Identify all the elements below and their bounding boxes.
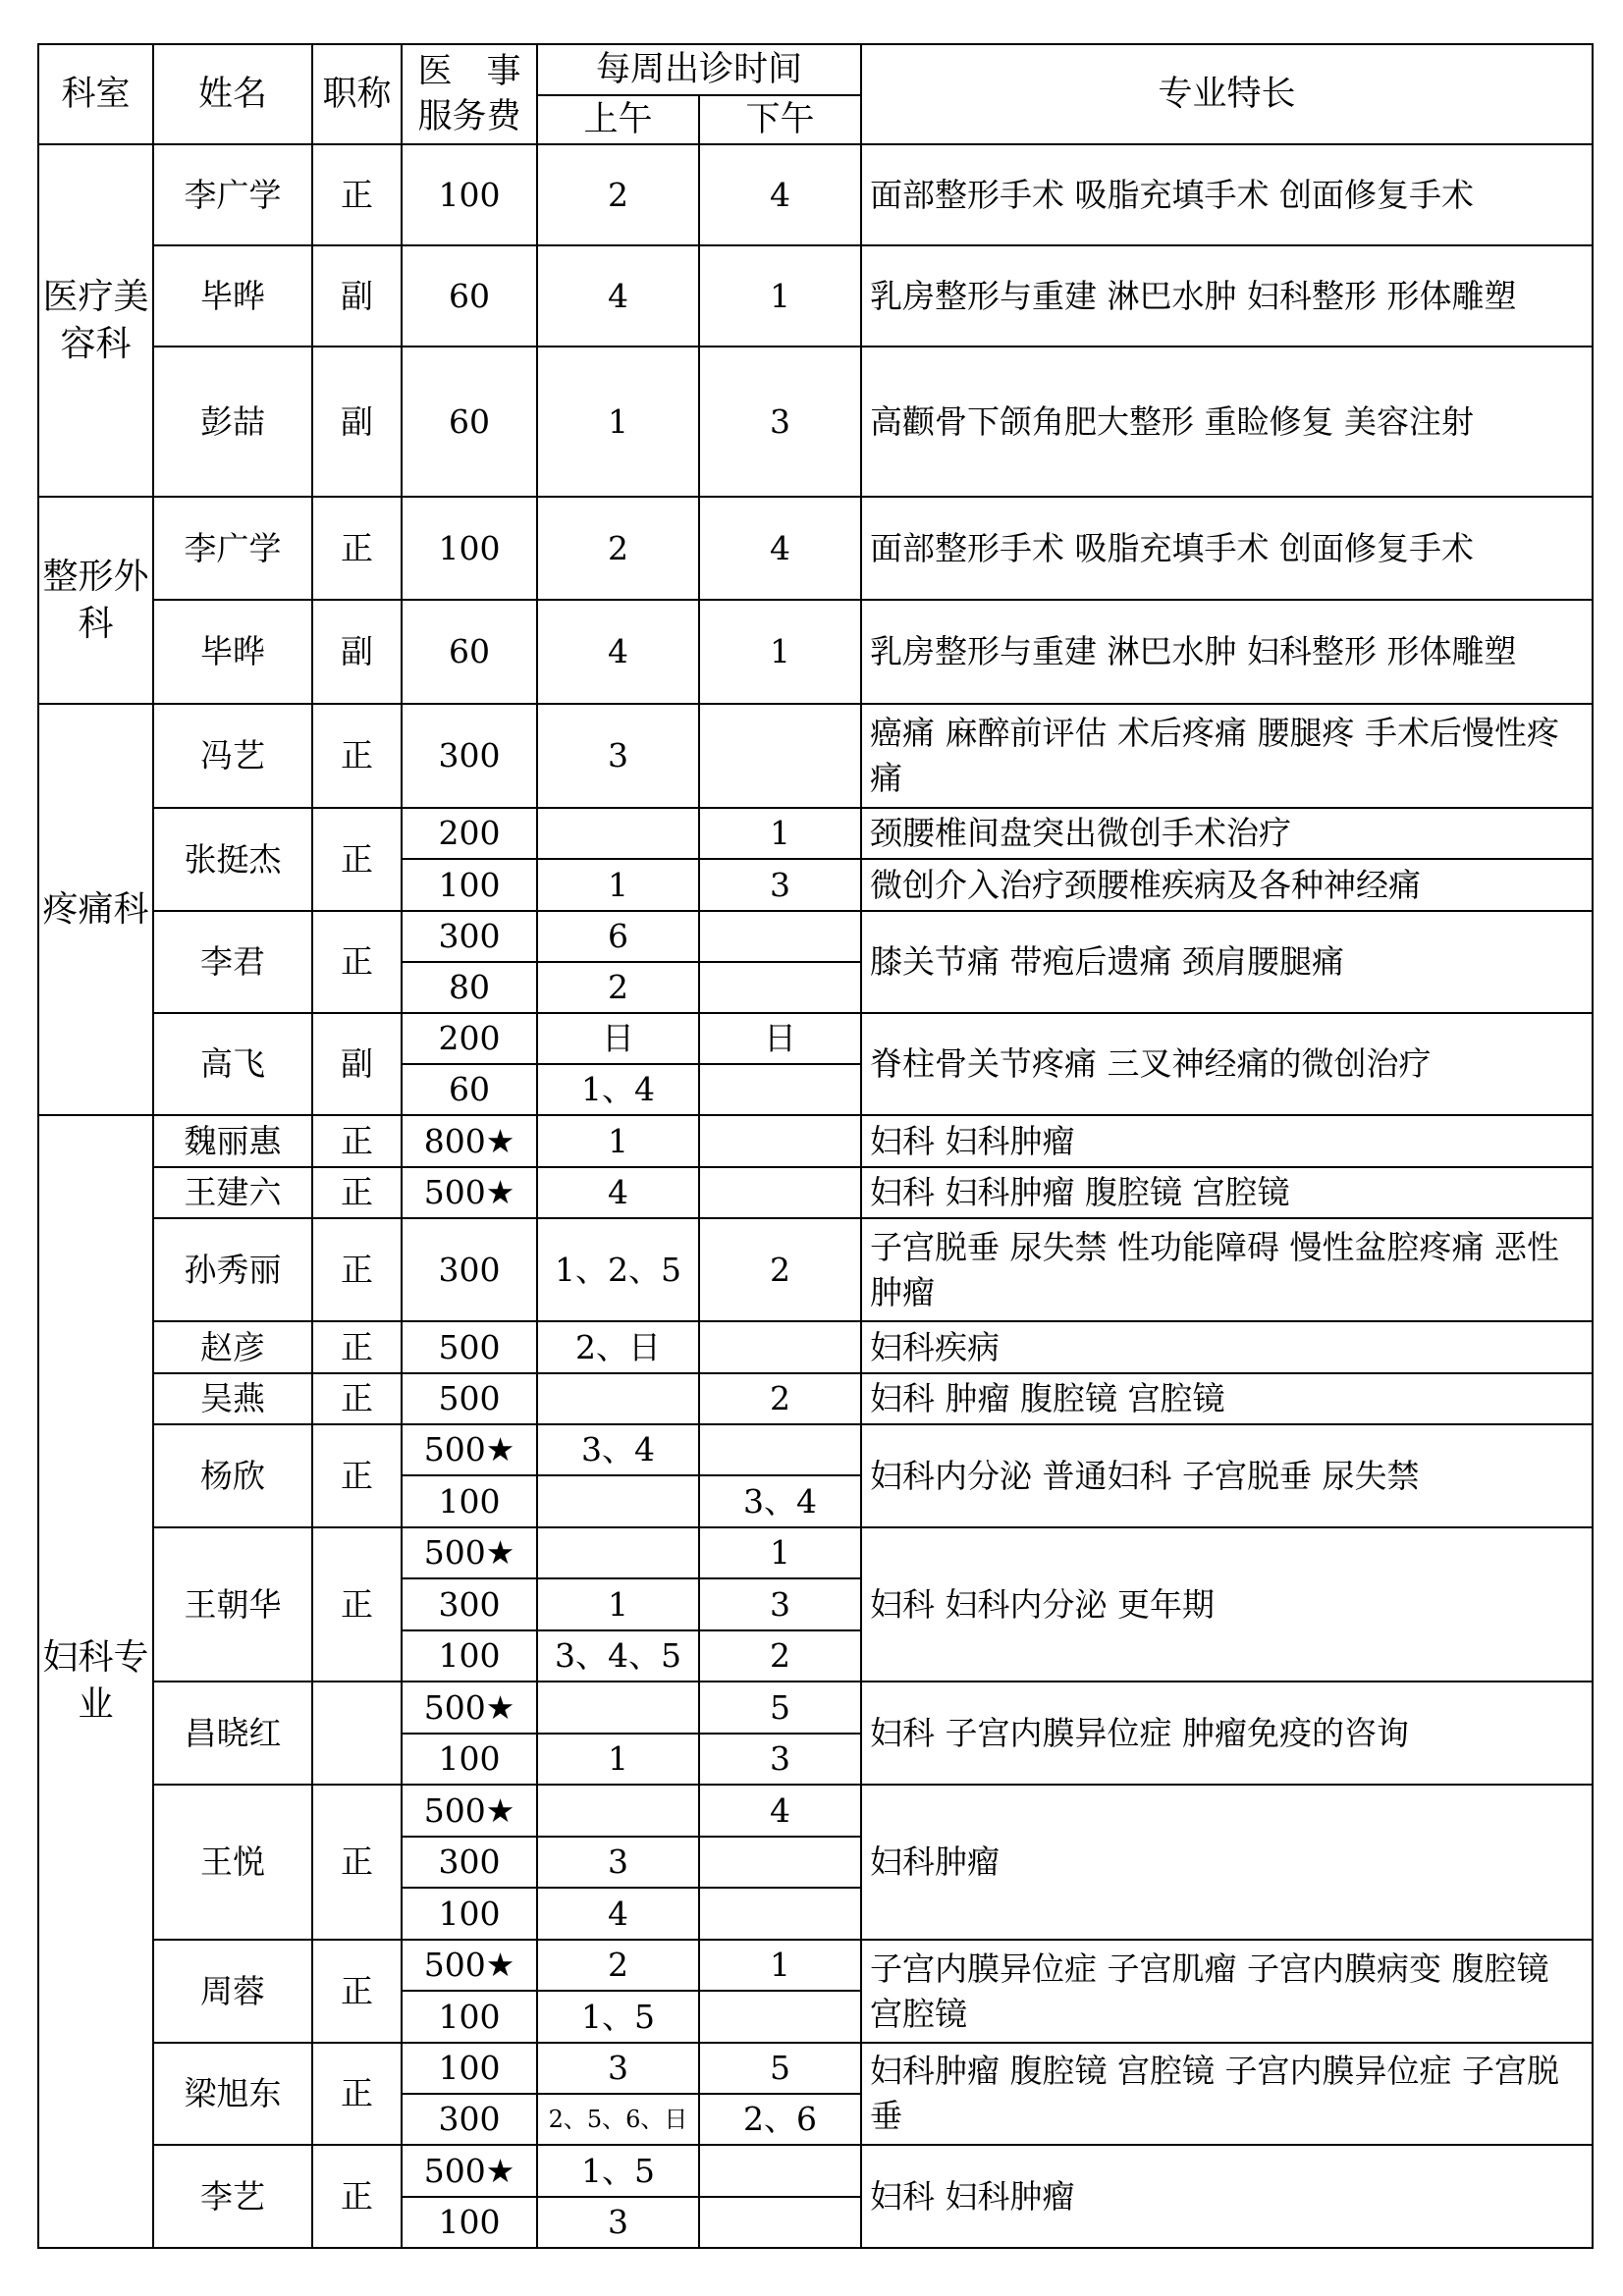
am-days: 3 [537, 2197, 699, 2248]
doctor-name: 赵彦 [153, 1321, 312, 1373]
doctor-name: 孙秀丽 [153, 1218, 312, 1321]
service-fee: 80 [402, 962, 537, 1013]
pm-days: 2 [699, 1373, 861, 1424]
specialty: 妇科疾病 [861, 1321, 1593, 1373]
doctor-name: 李广学 [153, 497, 312, 600]
header-pm: 下午 [699, 95, 861, 144]
specialty: 乳房整形与重建 淋巴水肿 妇科整形 形体雕塑 [861, 245, 1593, 347]
service-fee: 500★ [402, 1940, 537, 1991]
doctor-title: 正 [312, 1373, 402, 1424]
service-fee: 500★ [402, 2145, 537, 2197]
doctor-title: 正 [312, 1940, 402, 2043]
pm-days: 1 [699, 1527, 861, 1578]
am-days: 6 [537, 911, 699, 962]
doctor-name: 王朝华 [153, 1527, 312, 1682]
department-name: 整形外科 [38, 497, 153, 704]
am-days: 1、2、5 [537, 1218, 699, 1321]
am-days: 4 [537, 1167, 699, 1218]
doctor-name: 高飞 [153, 1013, 312, 1115]
specialty: 微创介入治疗颈腰椎疾病及各种神经痛 [861, 859, 1593, 911]
am-days: 2、日 [537, 1321, 699, 1373]
doctor-name: 魏丽惠 [153, 1115, 312, 1167]
pm-days: 4 [699, 497, 861, 600]
am-days: 2 [537, 497, 699, 600]
pm-days: 4 [699, 1785, 861, 1837]
service-fee: 300 [402, 911, 537, 962]
pm-days [699, 1115, 861, 1167]
doctor-title: 正 [312, 2145, 402, 2248]
doctor-title [312, 1682, 402, 1785]
doctor-name: 王建六 [153, 1167, 312, 1218]
service-fee: 500★ [402, 1785, 537, 1837]
service-fee: 60 [402, 245, 537, 347]
am-days: 2 [537, 962, 699, 1013]
service-fee: 300 [402, 2094, 537, 2145]
specialty: 子宫脱垂 尿失禁 性功能障碍 慢性盆腔疼痛 恶性肿瘤 [861, 1218, 1593, 1321]
am-days: 1 [537, 1578, 699, 1630]
am-days: 2 [537, 144, 699, 245]
specialty: 高颧骨下颌角肥大整形 重睑修复 美容注射 [861, 347, 1593, 497]
pm-days: 2 [699, 1218, 861, 1321]
pm-days: 3 [699, 1578, 861, 1630]
service-fee: 800★ [402, 1115, 537, 1167]
doctor-name: 李艺 [153, 2145, 312, 2248]
doctor-title: 正 [312, 808, 402, 911]
header-weekly: 每周出诊时间 [537, 44, 861, 95]
service-fee: 300 [402, 1837, 537, 1888]
service-fee: 500★ [402, 1167, 537, 1218]
am-days: 1、5 [537, 2145, 699, 2197]
doctor-title: 正 [312, 144, 402, 245]
specialty: 乳房整形与重建 淋巴水肿 妇科整形 形体雕塑 [861, 600, 1593, 704]
pm-days [699, 2145, 861, 2197]
header-fee-line2: 服务费 [417, 97, 521, 136]
service-fee: 500★ [402, 1682, 537, 1734]
specialty: 颈腰椎间盘突出微创手术治疗 [861, 808, 1593, 859]
am-days [537, 1682, 699, 1734]
pm-days [699, 2197, 861, 2248]
service-fee: 100 [402, 859, 537, 911]
pm-days: 3 [699, 859, 861, 911]
service-fee: 300 [402, 1218, 537, 1321]
department-name: 妇科专业 [38, 1115, 153, 2248]
doctor-title: 正 [312, 1218, 402, 1321]
service-fee: 500 [402, 1321, 537, 1373]
doctor-name: 李君 [153, 911, 312, 1013]
am-days: 2、5、6、日 [537, 2094, 699, 2145]
am-days: 1 [537, 1734, 699, 1785]
pm-days [699, 704, 861, 808]
pm-days: 5 [699, 1682, 861, 1734]
am-days: 1、4 [537, 1064, 699, 1115]
doctor-title: 正 [312, 2043, 402, 2145]
doctor-title: 副 [312, 347, 402, 497]
doctor-name: 冯艺 [153, 704, 312, 808]
doctor-title: 正 [312, 1115, 402, 1167]
doctor-name: 梁旭东 [153, 2043, 312, 2145]
service-fee: 500★ [402, 1424, 537, 1475]
doctor-title: 副 [312, 600, 402, 704]
service-fee: 100 [402, 2043, 537, 2094]
service-fee: 200 [402, 808, 537, 859]
doctor-title: 正 [312, 1321, 402, 1373]
am-days: 4 [537, 600, 699, 704]
specialty: 子宫内膜异位症 子宫肌瘤 子宫内膜病变 腹腔镜 宫腔镜 [861, 1940, 1593, 2043]
am-days: 2 [537, 1940, 699, 1991]
pm-days: 1 [699, 808, 861, 859]
doctor-title: 正 [312, 1424, 402, 1527]
pm-days [699, 1837, 861, 1888]
am-days: 1 [537, 1115, 699, 1167]
doctor-name: 彭喆 [153, 347, 312, 497]
specialty: 面部整形手术 吸脂充填手术 创面修复手术 [861, 144, 1593, 245]
specialty: 妇科 妇科内分泌 更年期 [861, 1527, 1593, 1682]
doctor-title: 副 [312, 1013, 402, 1115]
am-days: 1 [537, 859, 699, 911]
doctor-name: 周蓉 [153, 1940, 312, 2043]
am-days: 3、4、5 [537, 1630, 699, 1682]
doctor-title: 正 [312, 911, 402, 1013]
pm-days: 2 [699, 1630, 861, 1682]
header-dept: 科室 [38, 44, 153, 144]
department-name: 医疗美容科 [38, 144, 153, 497]
service-fee: 60 [402, 347, 537, 497]
doctor-name: 张挺杰 [153, 808, 312, 911]
am-days [537, 1785, 699, 1837]
specialty: 妇科 子宫内膜异位症 肿瘤免疫的咨询 [861, 1682, 1593, 1785]
specialty: 膝关节痛 带疱后遗痛 颈肩腰腿痛 [861, 911, 1593, 1013]
service-fee: 100 [402, 1991, 537, 2043]
specialty: 妇科 妇科肿瘤 [861, 2145, 1593, 2248]
header-am: 上午 [537, 95, 699, 144]
header-specialty: 专业特长 [861, 44, 1593, 144]
doctor-name: 吴燕 [153, 1373, 312, 1424]
service-fee: 60 [402, 600, 537, 704]
pm-days [699, 1424, 861, 1475]
doctor-name: 毕晔 [153, 245, 312, 347]
pm-days: 1 [699, 245, 861, 347]
doctor-title: 正 [312, 704, 402, 808]
am-days: 3 [537, 1837, 699, 1888]
header-fee-line1: 医 事 [417, 52, 521, 91]
pm-days [699, 1064, 861, 1115]
schedule-table [37, 43, 1594, 2249]
am-days [537, 1527, 699, 1578]
specialty: 妇科内分泌 普通妇科 子宫脱垂 尿失禁 [861, 1424, 1593, 1527]
pm-days [699, 1991, 861, 2043]
specialty: 妇科 肿瘤 腹腔镜 宫腔镜 [861, 1373, 1593, 1424]
pm-days [699, 1321, 861, 1373]
pm-days: 1 [699, 600, 861, 704]
doctor-name: 昌晓红 [153, 1682, 312, 1785]
header-fee [402, 44, 537, 144]
service-fee: 60 [402, 1064, 537, 1115]
am-days: 4 [537, 245, 699, 347]
am-days: 1、5 [537, 1991, 699, 2043]
specialty: 面部整形手术 吸脂充填手术 创面修复手术 [861, 497, 1593, 600]
pm-days [699, 1888, 861, 1940]
pm-days: 3 [699, 347, 861, 497]
doctor-name: 李广学 [153, 144, 312, 245]
pm-days [699, 911, 861, 962]
specialty: 妇科肿瘤 [861, 1785, 1593, 1940]
pm-days [699, 1167, 861, 1218]
specialty: 妇科 妇科肿瘤 [861, 1115, 1593, 1167]
specialty: 脊柱骨关节疼痛 三叉神经痛的微创治疗 [861, 1013, 1593, 1115]
service-fee: 200 [402, 1013, 537, 1064]
service-fee: 100 [402, 1630, 537, 1682]
am-days: 4 [537, 1888, 699, 1940]
service-fee: 500 [402, 1373, 537, 1424]
service-fee: 100 [402, 497, 537, 600]
service-fee: 300 [402, 1578, 537, 1630]
specialty: 妇科 妇科肿瘤 腹腔镜 宫腔镜 [861, 1167, 1593, 1218]
service-fee: 100 [402, 1888, 537, 1940]
am-days [537, 808, 699, 859]
am-days: 3 [537, 704, 699, 808]
pm-days: 2、6 [699, 2094, 861, 2145]
pm-days: 3、4 [699, 1475, 861, 1527]
service-fee: 500★ [402, 1527, 537, 1578]
am-days: 3 [537, 2043, 699, 2094]
doctor-title: 副 [312, 245, 402, 347]
specialty: 妇科肿瘤 腹腔镜 宫腔镜 子宫内膜异位症 子宫脱垂 [861, 2043, 1593, 2145]
am-days [537, 1475, 699, 1527]
doctor-name: 杨欣 [153, 1424, 312, 1527]
pm-days: 3 [699, 1734, 861, 1785]
doctor-name: 毕晔 [153, 600, 312, 704]
am-days: 3、4 [537, 1424, 699, 1475]
pm-days: 日 [699, 1013, 861, 1064]
pm-days: 1 [699, 1940, 861, 1991]
doctor-title: 正 [312, 497, 402, 600]
am-days [537, 1373, 699, 1424]
am-days: 日 [537, 1013, 699, 1064]
header-name: 姓名 [153, 44, 312, 144]
pm-days: 5 [699, 2043, 861, 2094]
service-fee: 100 [402, 2197, 537, 2248]
pm-days [699, 962, 861, 1013]
service-fee: 300 [402, 704, 537, 808]
service-fee: 100 [402, 1734, 537, 1785]
doctor-title: 正 [312, 1785, 402, 1940]
am-days: 1 [537, 347, 699, 497]
specialty: 癌痛 麻醉前评估 术后疼痛 腰腿疼 手术后慢性疼痛 [861, 704, 1593, 808]
service-fee: 100 [402, 144, 537, 245]
department-name: 疼痛科 [38, 704, 153, 1115]
service-fee: 100 [402, 1475, 537, 1527]
doctor-title: 正 [312, 1167, 402, 1218]
doctor-title: 正 [312, 1527, 402, 1682]
pm-days: 4 [699, 144, 861, 245]
header-title: 职称 [312, 44, 402, 144]
doctor-name: 王悦 [153, 1785, 312, 1940]
